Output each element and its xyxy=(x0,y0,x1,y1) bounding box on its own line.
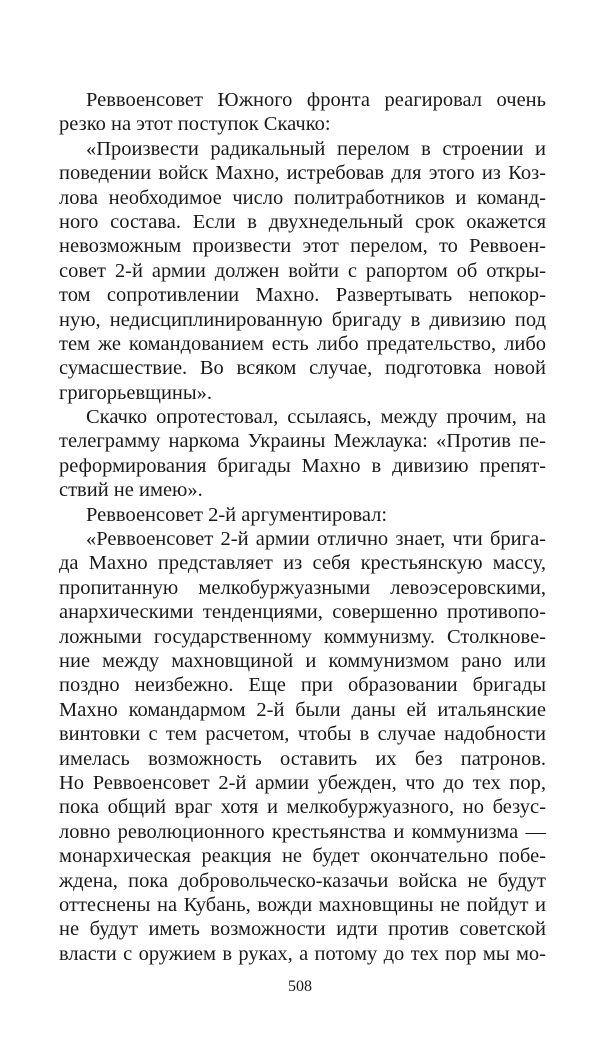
text-line: резко на этот поступок Скачко: xyxy=(59,113,331,136)
text-line: реформирования бригады Махно в дивизию препят- xyxy=(59,454,546,477)
text-line: Реввоенсовет Южного фронта реагировал очень xyxy=(86,89,546,111)
text-line: да Махно представляет из себя крестьянскую массу, xyxy=(59,552,546,575)
text-line: «Реввоенсовет 2-й армии отлично знает, чти брига- xyxy=(86,528,546,551)
text-line: оттеснены на Кубань, вожди махновщины не пойдут и xyxy=(59,893,546,916)
page-text xyxy=(59,88,546,966)
text-line: ствий не имею». xyxy=(59,479,203,502)
text-line: поведении войск Махно, истребовав для этого из Коз- xyxy=(59,162,546,185)
text-line: «Произвести радикальный перелом в строении и xyxy=(86,137,546,160)
text-line: не будут иметь возможности идти против советской xyxy=(59,918,546,941)
text-line: имелась возможность оставить их без патронов. xyxy=(59,747,546,770)
text-line: ждена, пока добровольческо-казачьи войска не будут xyxy=(59,869,546,892)
text-line: Реввоенсовет 2-й аргументировал: xyxy=(86,503,388,526)
text-line: ловно революционного крестьянства и коммунизма — xyxy=(59,820,546,843)
text-line: анархическими тенденциями, совершенно противопо- xyxy=(59,601,546,624)
text-line: ложными государственному коммунизму. Столкнове- xyxy=(59,625,546,648)
text-line: сумасшествие. Во всяком случае, подготовка новой xyxy=(59,357,546,380)
text-line: пропитанную мелкобуржуазными левоэсеровскими, xyxy=(59,576,546,599)
text-line: пока общий враг хотя и мелкобуржуазного, но безус- xyxy=(59,796,546,819)
text-line: ние между махновщиной и коммунизмом рано или xyxy=(59,649,546,672)
text-line: Скачко опротестовал, ссылаясь, между прочим, на xyxy=(86,406,546,429)
text-line: григорьевщины». xyxy=(59,381,213,404)
text-line: ную, недисциплинированную бригаду в дивизию под xyxy=(59,308,546,331)
text-line: том сопротивлении Махно. Развертывать непокор- xyxy=(59,284,546,307)
text-line: поздно неизбежно. Еще при образовании бригады xyxy=(59,674,546,697)
text-line: невозможным произвести этот перелом, то Реввоен- xyxy=(59,235,546,258)
text-line: Но Реввоенсовет 2-й армии убежден, что до тех пор, xyxy=(59,771,546,794)
text-line: Махно командармом 2-й были даны ей итальянские xyxy=(59,698,546,721)
page-number: 508 xyxy=(288,978,312,995)
text-line: монархическая реакция не будет окончательно побе- xyxy=(59,845,546,868)
text-line: лова необходимое число политработников и команд- xyxy=(59,186,546,209)
text-line: винтовки с тем расчетом, чтобы в случае надобности xyxy=(59,723,546,746)
text-line: власти с оружием в руках, а потому до тех пор мы мо- xyxy=(59,942,546,965)
text-line: совет 2-й армии должен войти с рапортом об откры- xyxy=(59,259,546,282)
text-line: ного состава. Если в двухнедельный срок окажется xyxy=(59,210,546,233)
text-line: телеграмму наркома Украины Межлаука: «Против пе- xyxy=(59,430,546,453)
text-line: тем же командованием есть либо предательство, либо xyxy=(59,332,546,355)
